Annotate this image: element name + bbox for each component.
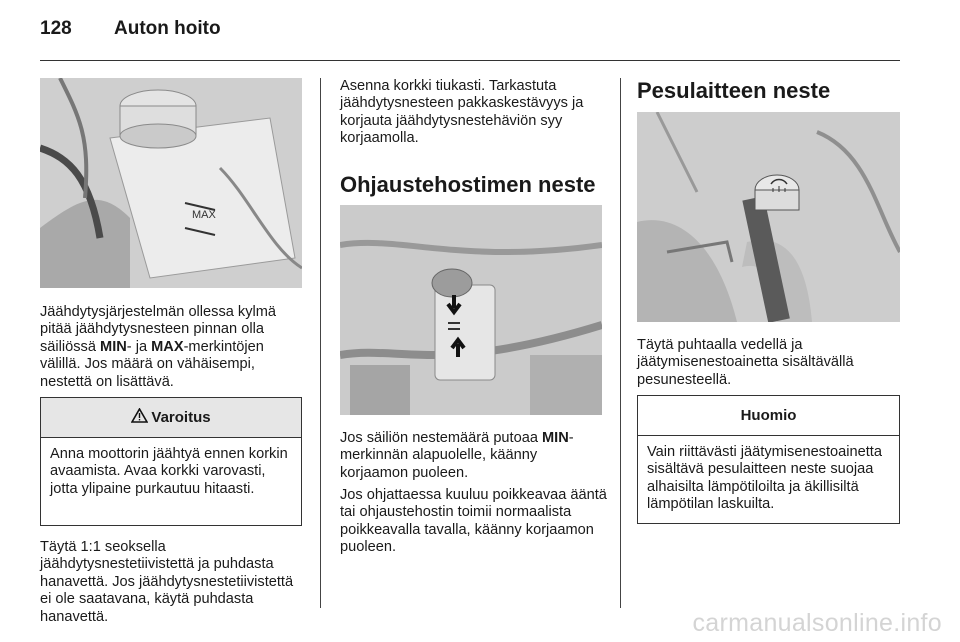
warning-box [40,397,302,526]
warning-title: Varoitus [151,409,211,426]
washer-fluid-heading: Pesulaitteen neste [637,78,831,103]
steering-fluid-level-paragraph: Jos säiliön nestemäärä putoaa MIN-merkinnän alapuolelle, käänny korjaamon puoleen. [340,430,574,481]
washer-fill-paragraph: Täytä puhtaalla vedellä ja jäätymisenestoainetta sisältävällä pesunesteellä. [637,337,854,388]
note-box [637,395,900,524]
section-title: Auton hoito [114,18,221,39]
note-body: Vain riittävästi jäätymisenestoainetta sisältävä pesulaitteen neste suojaa alhaisilta lämpötiloilta ja äkillisiltä lämpötilan laskuilta. [647,444,882,513]
min-label: MIN [100,338,127,355]
page-number: 128 [40,18,72,39]
warning-box-header [41,398,301,438]
page-header [40,18,221,40]
column-divider [320,78,321,608]
note-box-header [638,396,899,436]
warning-triangle-icon [131,408,148,427]
warning-body: Anna moottorin jäähtyä ennen korkin avaamista. Avaa korkki varovasti, jotta ylipaine purkautuu hitaasti. [50,446,288,497]
header-rule [40,60,900,61]
max-marking: MAX [192,209,216,221]
cap-install-paragraph: Asenna korkki tiukasti. Tarkastuta jäähdytysnesteen pakkaskestävyys ja korjauta jäähdytysnestehäviön syy korjaamolla. [340,78,584,147]
power-steering-reservoir-image [340,205,602,415]
coolant-mix-paragraph: Täytä 1:1 seoksella jäähdytysnestetiivistettä ja puhdasta hanavettä. Jos jäähdytysnestetiivistettä ei ole saatavana, käytä puhdasta hanavettä. [40,539,294,625]
coolant-reservoir-image [40,78,302,288]
steering-noise-paragraph: Jos ohjattaessa kuuluu poikkeavaa ääntä tai ohjaustehostin toimii normaalista poikkeavalla tavalla, käänny korjaamon puoleen. [340,487,607,556]
watermark: carmanualsonline.info [692,609,942,637]
min-label: MIN [542,430,569,446]
column-divider [620,78,621,608]
max-label: MAX [151,338,184,355]
note-title: Huomio [740,407,797,424]
washer-reservoir-image [637,112,900,322]
coolant-level-paragraph: Jäähdytysjärjestelmän ollessa kylmä pitää jäähdytysnesteen pinnan olla säiliössä MIN- ja MAX-merkintöjen välillä. Jos määrä on vähäisempi, nestettä on lisättävä. [40,304,277,390]
power-steering-heading: Ohjaustehostimen neste [340,172,596,197]
